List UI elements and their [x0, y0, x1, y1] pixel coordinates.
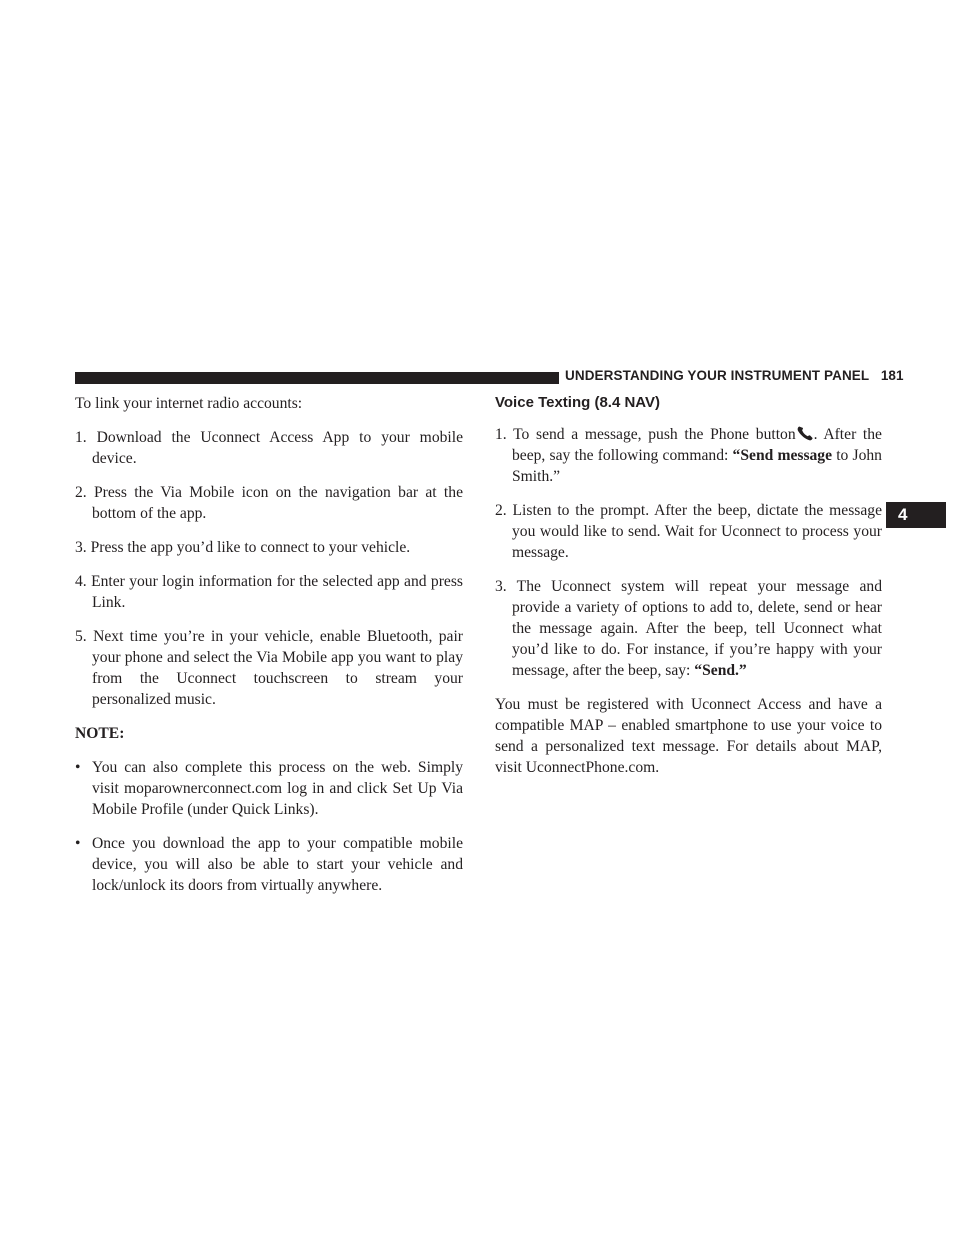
step-item: 5. Next time you’re in your vehicle, enable Bluetooth, pair your phone and select the Via Mobile app you want to play from the Uconnect touchscreen to stream your personalized music.: [75, 628, 463, 708]
page-number: 181: [880, 368, 904, 383]
step-item: 4. Enter your login information for the selected app and press Link.: [75, 573, 463, 611]
step-text: 3. The Uconnect system will repeat your message and provide a variety of options to add to, delete, send or hear the message again. After the beep, tell Uconnect what you’d like to do. For instance, if you’re happy with your message, after the beep, say:: [495, 578, 882, 679]
step-item: [495, 576, 882, 681]
header-rule: [75, 372, 559, 384]
voice-command: “Send.”: [694, 662, 747, 679]
header-title: UNDERSTANDING YOUR INSTRUMENT PANEL: [565, 368, 870, 383]
section-heading: Voice Texting (8.4 NAV): [495, 394, 661, 411]
bullet-text: You can also complete this process on the web. Simply visit moparownerconnect.com log in and click Set Up Via Mobile Profile (under Quick Links).: [92, 759, 463, 818]
voice-command: “Send message: [732, 447, 833, 464]
intro-text: To link your internet radio accounts:: [75, 395, 303, 412]
phone-icon: [796, 425, 814, 441]
chapter-tab: 4: [886, 502, 946, 528]
step-item: [495, 424, 882, 487]
running-header: [565, 368, 904, 383]
bullet-icon: •: [75, 835, 81, 852]
closing-text: You must be registered with Uconnect Access and have a compatible MAP – enabled smartphone to use your voice to send a personalized text message. For details about MAP, visit UconnectPhone.com.: [495, 696, 882, 776]
step-text: . After the beep, say the following command:: [512, 426, 882, 464]
bullet-item: [75, 833, 463, 896]
step-item: 3. Press the app you’d like to connect to your vehicle.: [75, 539, 411, 556]
left-column: [75, 393, 463, 909]
note-label: NOTE:: [75, 725, 125, 742]
bullet-text: Once you download the app to your compatible mobile device, you will also be able to start your vehicle and lock/unlock its doors from virtually anywhere.: [92, 835, 463, 894]
step-text: to John Smith.”: [512, 447, 882, 485]
bullet-item: [75, 757, 463, 820]
step-item: 1. Download the Uconnect Access App to your mobile device.: [75, 429, 463, 467]
step-item: 2. Listen to the prompt. After the beep, dictate the message you would like to send. Wait for Uconnect to process your message.: [495, 502, 882, 561]
right-column: [495, 393, 882, 791]
step-item: 2. Press the Via Mobile icon on the navigation bar at the bottom of the app.: [75, 484, 463, 522]
step-text: 1. To send a message, push the Phone button: [495, 426, 796, 443]
bullet-icon: •: [75, 759, 81, 776]
